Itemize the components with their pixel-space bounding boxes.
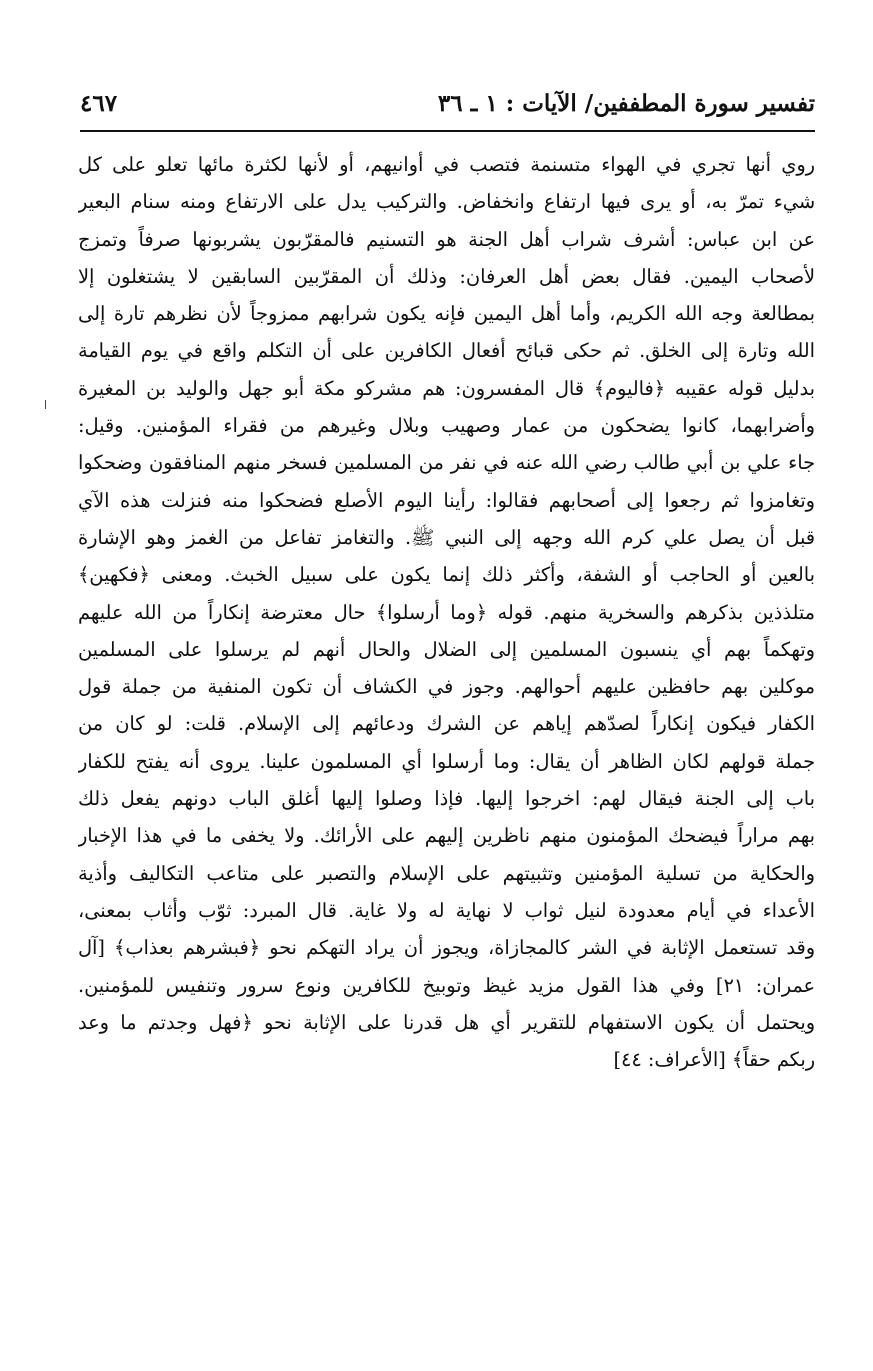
- header-rule: [80, 130, 815, 132]
- text-line: موكلين بهم حافظين عليهم أحوالهم. وجوز في الكشاف أن تكون المنفية من جملة قول: [78, 675, 815, 699]
- running-title: تفسير سورة المطففين/ الآيات : ١ ـ ٣٦: [437, 90, 815, 117]
- text-line: جاء علي بن أبي طالب رضي الله عنه في نفر من المسلمين فسخر منهم المنافقون وضحكوا: [78, 451, 815, 475]
- text-line: الله وتارة إلى الخلق. ثم حكى قبائح أفعال الكافرين على أن التكلم واقع في يوم القيامة: [78, 339, 815, 363]
- text-line: عن ابن عباس: أشرف شراب أهل الجنة هو التسنيم فالمقرّبون يشربونها صرفاً وتمزج: [78, 227, 815, 251]
- text-line: وأضرابهما، كانوا يضحكون من عمار وصهيب وبلال وغيرهم من فقراء المؤمنين. وقيل:: [78, 414, 815, 438]
- text-line: الكفار فيكون إنكاراً لصدّهم إياهم عن الشرك ودعائهم إلى الإسلام. قلت: لو كان من: [78, 712, 815, 736]
- text-line: لأصحاب اليمين. فقال بعض أهل العرفان: وذلك أن المقرّبين السابقين لا يشتغلون إلا: [78, 264, 815, 288]
- text-line: جملة قولهم لكان الظاهر أن يقال: وما أرسلوا أي المسلمون علينا. يروى أنه يفتح للكفار: [78, 749, 815, 773]
- text-line: متلذذين بذكرهم والسخرية منهم. قوله ﴿وما أرسلوا﴾ حال معترضة إنكاراً من الله عليهم: [78, 600, 815, 624]
- text-line: بالعين أو الحاجب أو الشفة، وأكثر ذلك إنما يكون على سبيل الخبث. ومعنى ﴿فكهين﴾: [78, 563, 815, 587]
- text-line: ربكم حقاً﴾ [الأعراف: ٤٤]: [613, 1048, 815, 1072]
- page-number: ٤٦٧: [80, 90, 118, 117]
- text-line: باب إلى الجنة فيقال لهم: اخرجوا إليها. فإذا وصلوا إليها أغلق الباب دونهم يفعل ذلك: [78, 787, 815, 811]
- body-text: [78, 146, 815, 1078]
- text-line: وتغامزوا ثم رجعوا إلى أصحابهم فقالوا: رأينا اليوم الأصلع فضحكوا منه فنزلت هذه الآي: [78, 488, 815, 512]
- text-line: وتهكماً بهم أي ينسبون المسلمين إلى الضلال والحال أنهم لم يرسلوا على المسلمين: [78, 637, 815, 661]
- text-line: قبل أن يصل علي كرم الله وجهه إلى النبي ﷺ. والتغامز تفاعل من الغمز وهو الإشارة: [78, 525, 815, 549]
- text-line: بمطالعة وجه الله الكريم، وأما أهل اليمين فإنه يكون شرابهم ممزوجاً لأن نظرهم تارة إلى: [78, 302, 815, 326]
- text-line: ويحتمل أن يكون الاستفهام للتقرير أي هل قدرنا على الإثابة نحو ﴿فهل وجدتم ما وعد: [78, 1010, 815, 1034]
- margin-mark: [45, 400, 46, 409]
- text-line: روي أنها تجري في الهواء متسنمة فتصب في أوانيهم، أو لأنها لكثرة مائها تعلو على كل: [78, 153, 815, 176]
- text-line: الأعداء في أيام معدودة لنيل ثواب لا نهاية له ولا غاية. قال المبرد: ثوّب وأثاب بمعنى،: [78, 898, 815, 922]
- text-line: شيء تمرّ به، أو يرى فيها ارتفاع وانخفاض. والتركيب يدل على الارتفاع ومنه سنام البعير: [78, 190, 815, 214]
- text-line: وقد تستعمل الإثابة في الشر كالمجازاة، ويجوز أن يراد التهكم نحو ﴿فبشرهم بعذاب﴾ [آل: [78, 936, 815, 960]
- page-header: [80, 82, 815, 128]
- text-line: بهم مراراً فيضحك المؤمنون منهم ناظرين إليهم على الأرائك. ولا يخفى ما في هذا الإخبار: [78, 824, 815, 848]
- text-line: والحكاية من تسلية المؤمنين وتثبيتهم على الإسلام والتصبر على متاعب التكاليف وأذية: [78, 861, 815, 885]
- text-line: عمران: ٢١] وفي هذا القول مزيد غيظ وتوبيخ للكافرين ونوع سرور وتنفيس للمؤمنين.: [78, 973, 815, 997]
- text-line: بدليل قوله عقيبه ﴿فاليوم﴾ قال المفسرون: هم مشركو مكة أبو جهل والوليد بن المغيرة: [78, 376, 815, 400]
